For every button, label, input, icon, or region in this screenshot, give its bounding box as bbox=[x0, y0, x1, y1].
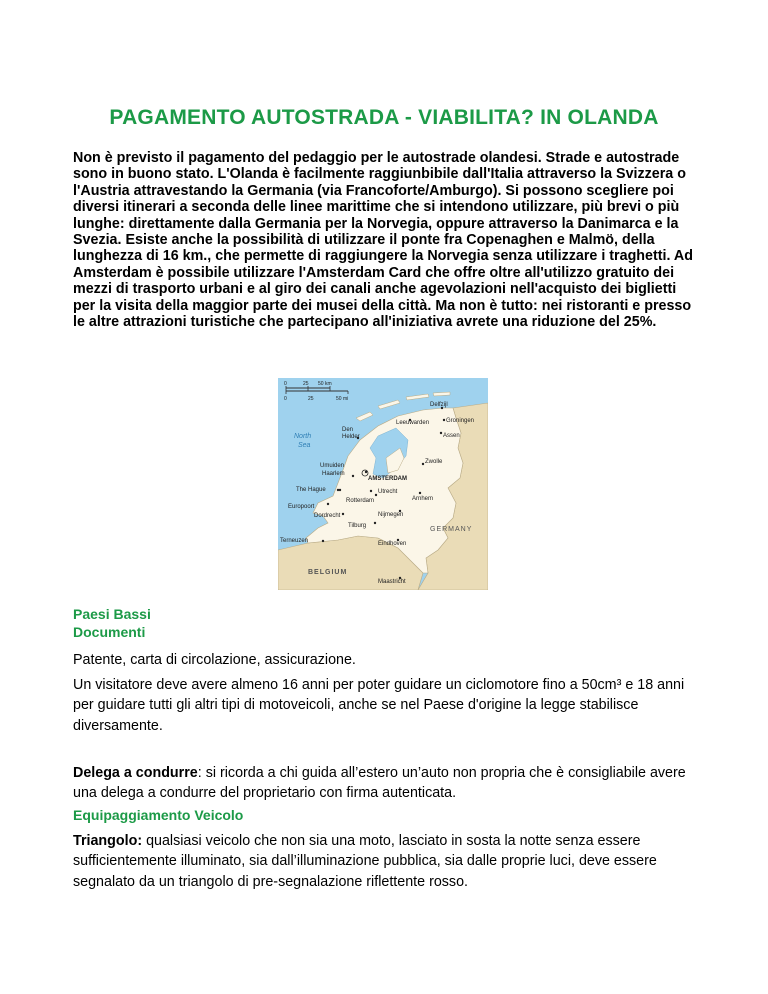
city-tilburg: Tilburg bbox=[348, 523, 367, 529]
city-delfzijl: Delfzijl bbox=[430, 402, 448, 408]
triangolo-label: Triangolo: bbox=[73, 833, 143, 849]
age-paragraph: Un visitatore deve avere almeno 16 anni per poter guidare un ciclomotore fino a 50cm³ e 18 anni per guidare tutti gli altri tipi di motoveicoli, anche se nel Paese d'origine la legge stabilisce diversamente. bbox=[73, 677, 685, 734]
city-helder: Helder bbox=[342, 434, 360, 440]
city-leeuwarden: Leeuwarden bbox=[396, 420, 430, 426]
triangolo-text: qualsiasi veicolo che non sia una moto, lasciato in sosta la notte senza essere sufficientemente illuminato, sia dall’illuminazione pubblica, sia dalle proprie luci, deve essere segnalato da un triangolo di pre-segnalazione riflettente rosso. bbox=[73, 833, 657, 890]
city-groningen: Groningen bbox=[446, 418, 475, 424]
city-maastricht: Maastricht bbox=[378, 579, 406, 585]
city-amsterdam: AMSTERDAM bbox=[368, 476, 407, 482]
scale-mi-50: 50 mi bbox=[336, 396, 349, 402]
scale-km-25: 25 bbox=[303, 381, 309, 387]
delega-label: Delega a condurre bbox=[73, 765, 198, 781]
page-title: PAGAMENTO AUTOSTRADA - VIABILITA? IN OLANDA bbox=[109, 106, 659, 129]
city-arnhem: Arnhem bbox=[412, 496, 434, 502]
city-haarlem: Haarlem bbox=[322, 471, 345, 477]
city-the-hague: The Hague bbox=[296, 487, 326, 493]
netherlands-map bbox=[278, 378, 488, 590]
map-graphic bbox=[278, 378, 488, 590]
country-belgium: BELGIUM bbox=[308, 569, 348, 576]
delega-text: : si ricorda a chi guida all’estero un’auto non propria che è consigliabile avere una delega a condurre del proprietario con firma autenticata. bbox=[73, 765, 686, 802]
scale-km-50: 50 km bbox=[318, 381, 332, 387]
city-terneuzen: Terneuzen bbox=[280, 538, 309, 544]
city-den: Den bbox=[342, 427, 354, 433]
city-utrecht: Utrecht bbox=[378, 489, 398, 495]
city-assen: Assen bbox=[443, 433, 460, 439]
city-umuiden: Umuiden bbox=[320, 463, 345, 469]
scale-km-0: 0 bbox=[284, 381, 287, 387]
scale-bar bbox=[284, 381, 348, 402]
scale-mi-0: 0 bbox=[284, 396, 287, 402]
section-documents-heading: Documenti bbox=[73, 624, 146, 640]
city-eindhoven: Eindhoven bbox=[378, 541, 407, 547]
country-germany: GERMANY bbox=[430, 526, 473, 533]
city-nijmegen: Nijmegen bbox=[378, 512, 404, 518]
intro-paragraph: Non è previsto il pagamento del pedaggio per le autostrade olandesi. Strade e autostrade sono in buono stato. L'Olanda è facilmente raggiunbibile dall'Italia attraverso la Svizzera o l'Austria attravestando la Germania (via Francoforte/Amburgo). Si possono scegliere poi diversi itinerari a seconda delle linee marittime che si intendono utilizzare, più brevi o più lunghe: direttamente dalla Germania per la Norvegia, oppure attraverso la Danimarca e la Svezia. Esiste anche la possibilità di utilizzare il ponte fra Copenaghen e Malmö, della lunghezza di 16 km., che permette di raggiungere la Norvegia senza utilizzare i traghetti. Ad Amsterdam è possibile utilizzare l'Amsterdam Card che offre oltre all'utilizzo gratuito dei mezzi di trasporto urbani e al giro dei canali anche agevolazioni nell'acquisto dei biglietti per la visita della maggior parte dei musei della città. Ma non è tutto: nei ristoranti e presso le altre attrazioni turistiche che partecipano all'iniziativa avrete una riduzione del 25%. bbox=[73, 150, 693, 331]
sea-label-line1: North bbox=[294, 433, 312, 440]
triangolo-paragraph bbox=[73, 831, 703, 892]
delega-paragraph bbox=[73, 763, 703, 804]
sea-label-line2: Sea bbox=[298, 442, 311, 449]
scale-mi-25: 25 bbox=[308, 396, 314, 402]
city-europoort: Europoort bbox=[288, 504, 315, 510]
city-rotterdam: Rotterdam bbox=[346, 498, 375, 504]
equipment-heading: Equipaggiamento Veicolo bbox=[73, 807, 244, 823]
documents-paragraph: Patente, carta di circolazione, assicurazione. bbox=[73, 652, 356, 668]
city-zwolle: Zwolle bbox=[425, 459, 443, 465]
section-country-heading: Paesi Bassi bbox=[73, 606, 151, 622]
city-dordrecht: Dordrecht bbox=[314, 513, 341, 519]
